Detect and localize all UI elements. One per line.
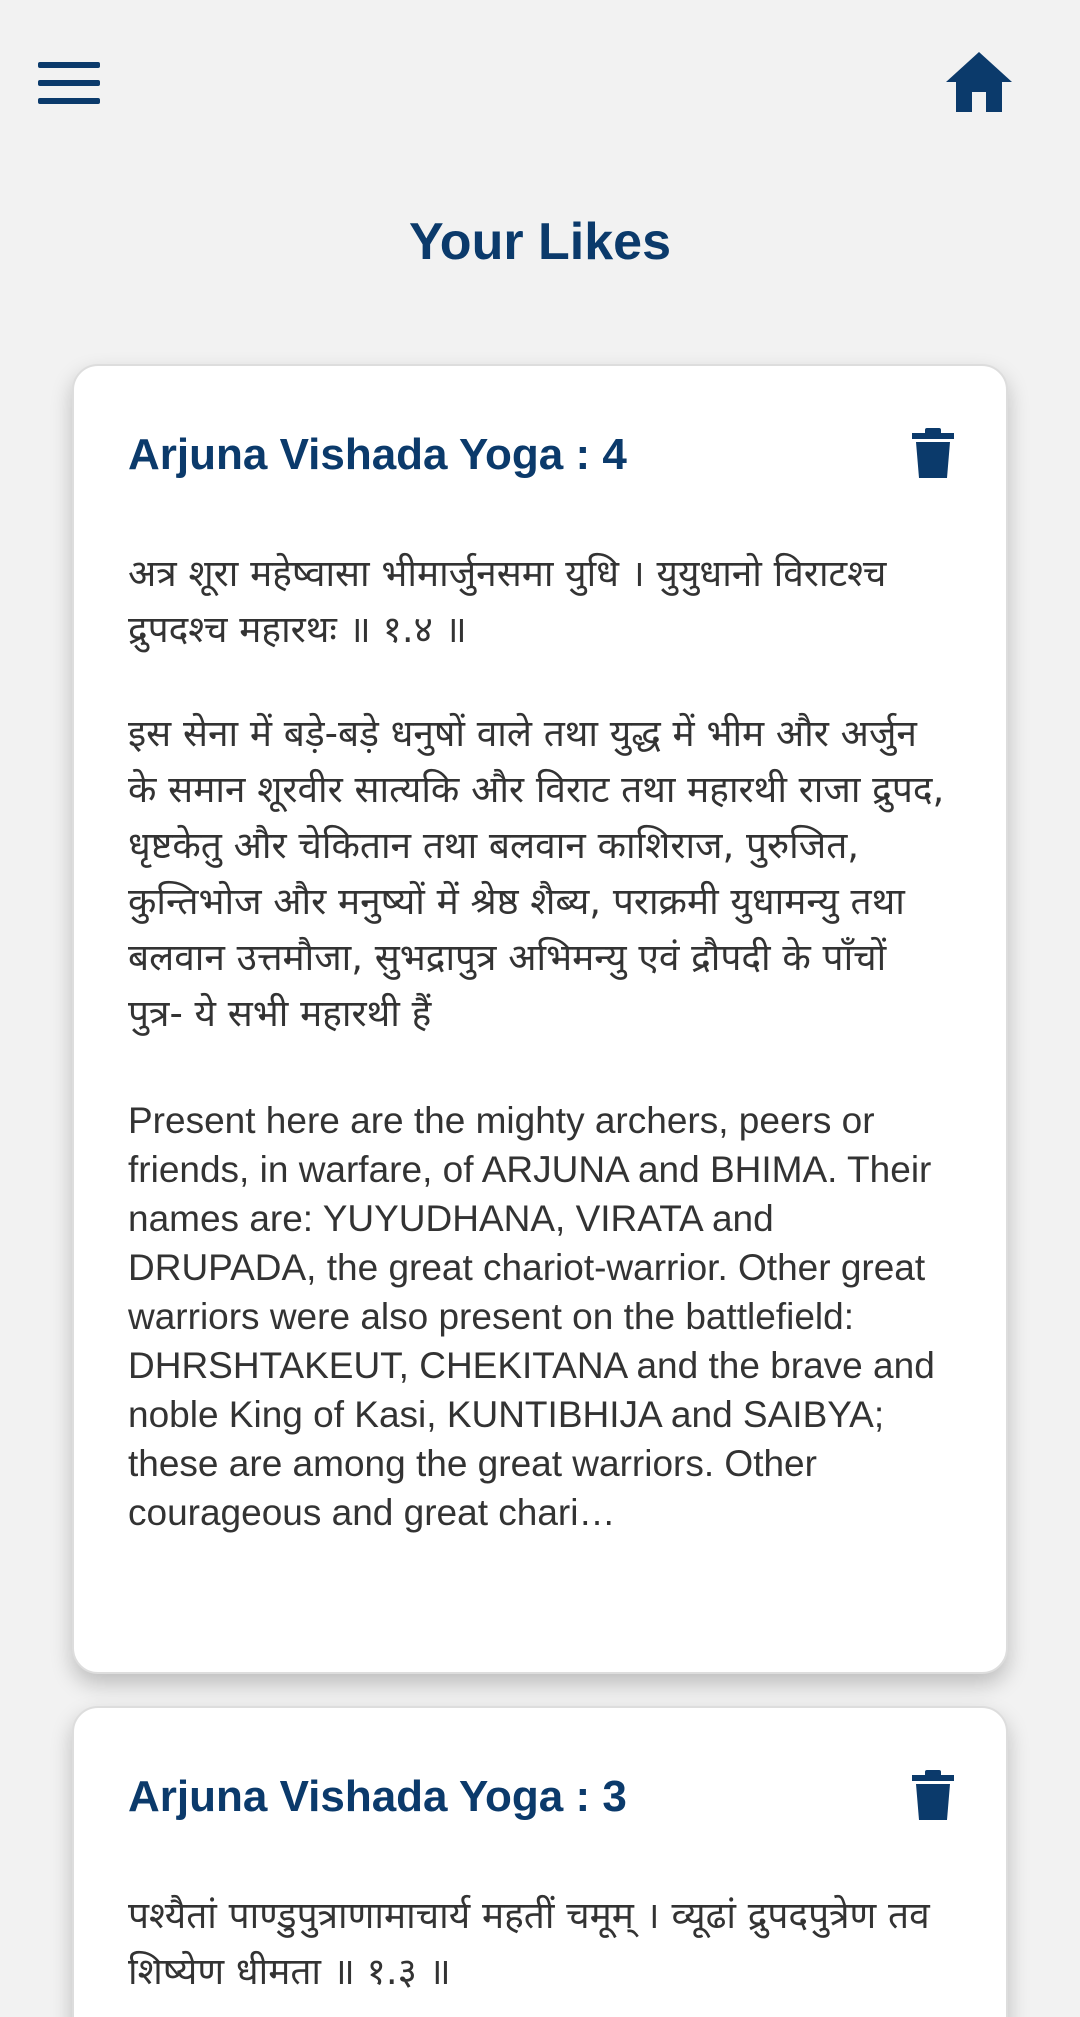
page-title: Your Likes [408,213,671,271]
liked-verse-card[interactable] [72,364,1008,1674]
card-title: Arjuna Vishada Yoga : 3 [128,1772,627,1821]
trash-icon[interactable] [912,1770,954,1820]
trash-icon[interactable] [912,428,954,478]
card-header [128,1708,946,1888]
card-header [128,366,946,546]
liked-verse-card[interactable] [72,1706,1008,2017]
english-translation: Present here are the mighty archers, peers or friends, in warfare, of ARJUNA and BHIMA. Their names are: YUYUDHANA, VIRATA and DRUPADA, the great chariot-warrior. Other great warriors were also present on the battlefield: DHRSHTAKEUT, CHEKITANA and the brave and noble King of Kasi, KUNTIBHIJA and SAIBYA; these are among the great warriors. Other courageous and great chari… [128,1100,935,1533]
top-bar [0,0,1080,170]
sanskrit-verse: अत्र शूरा महेष्वासा भीमार्जुनसमा युधि । युयुधानो विराटश्च द्रुपदश्च महारथः ॥ १.४ ॥ [128,552,887,651]
sanskrit-verse: पश्यैतां पाण्डुपुत्राणामाचार्य महतीं चमूम् । व्यूढां द्रुपदपुत्रेण तव शिष्येण धीमता ॥ १.३ ॥ [128,1894,930,1993]
hamburger-menu-icon[interactable] [38,60,102,106]
card-title: Arjuna Vishada Yoga : 4 [128,430,627,479]
home-icon[interactable] [944,50,1014,114]
hindi-translation: इस सेना में बड़े-बड़े धनुषों वाले तथा युद्ध में भीम और अर्जुन के समान शूरवीर सात्यकि और विराट तथा महारथी राजा द्रुपद, धृष्टकेतु और चेकितान तथा बलवान काशिराज, पुरुजित, कुन्तिभोज और मनुष्यों में श्रेष्ठ शैब्य, पराक्रमी युधामन्यु तथा बलवान उत्तमौजा, सुभद्रापुत्र अभिमन्यु एवं द्रौपदी के पाँचों पुत्र- ये सभी महारथी हैं [128,712,945,1035]
